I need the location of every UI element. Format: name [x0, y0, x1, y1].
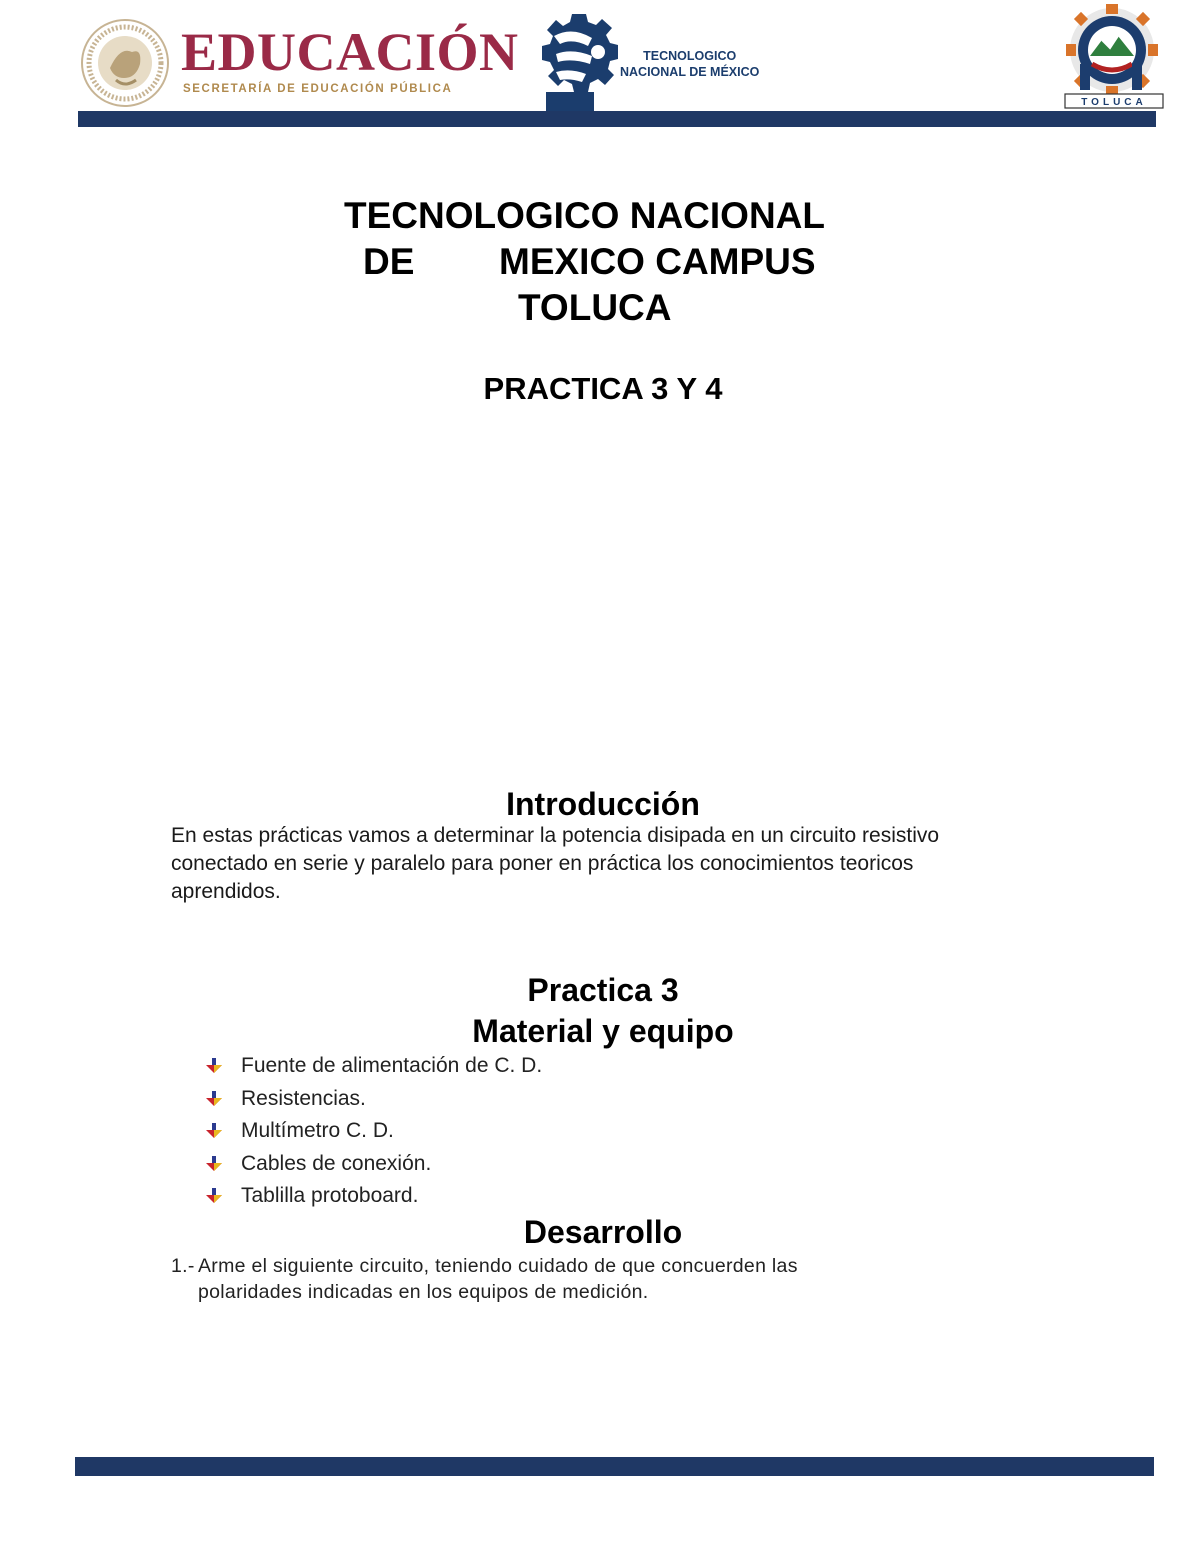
- material-label: Resistencias.: [241, 1086, 366, 1110]
- toluca-campus-logo-icon: [1062, 4, 1166, 110]
- arrow-bullet-icon: [205, 1188, 223, 1204]
- tecnm-gear-logo-icon: [542, 12, 618, 112]
- desarrollo-heading: Desarrollo: [523, 1214, 683, 1250]
- practice-title: PRACTICA 3 Y 4: [483, 371, 723, 406]
- material-label: Cables de conexión.: [241, 1151, 432, 1175]
- list-item: [205, 1115, 542, 1148]
- step-1: [171, 1253, 898, 1305]
- materials-list: [205, 1050, 542, 1213]
- title-line3: TOLUCA: [518, 287, 672, 328]
- list-item: [205, 1050, 542, 1083]
- header-divider: [78, 111, 1156, 127]
- material-label: Fuente de alimentación de C. D.: [241, 1054, 543, 1077]
- arrow-bullet-icon: [205, 1123, 223, 1139]
- tecnm-line1: TECNOLOGICO: [643, 49, 737, 63]
- toluca-logo-text: TOLUCA: [1081, 97, 1147, 108]
- arrow-bullet-icon: [205, 1156, 223, 1172]
- arrow-bullet-icon: [205, 1091, 223, 1107]
- footer-divider: [75, 1457, 1154, 1476]
- intro-heading: Introducción: [506, 786, 700, 822]
- mexican-coat-of-arms-icon: [80, 18, 170, 108]
- tecnm-line2: NACIONAL DE MÉXICO: [620, 65, 760, 79]
- education-subtitle: SECRETARÍA DE EDUCACIÓN PÚBLICA: [183, 83, 453, 95]
- title-line2-right: MEXICO CAMPUS: [499, 241, 816, 282]
- title-line1: TECNOLOGICO NACIONAL: [344, 195, 825, 236]
- education-title: EDUCACIÓN: [181, 22, 519, 82]
- list-item: [205, 1180, 542, 1213]
- step-text: Arme el siguiente circuito, teniendo cuidado de que concuerden las polaridades indicadas en los equipos de medición.: [198, 1255, 798, 1303]
- tecnm-logo-text: [620, 48, 759, 80]
- list-item: [205, 1083, 542, 1116]
- materials-heading: Material y equipo: [472, 1013, 734, 1049]
- arrow-bullet-icon: [205, 1058, 223, 1074]
- intro-paragraph: En estas prácticas vamos a determinar la potencia disipada en un circuito resistivo conectado en serie y paralelo para poner en práctica los conocimientos teoricos aprendidos.: [171, 824, 940, 903]
- material-label: Tablilla protoboard.: [241, 1184, 419, 1207]
- title-line2-left: DE: [363, 241, 415, 282]
- material-label: Multímetro C. D.: [241, 1119, 394, 1142]
- list-item: [205, 1148, 542, 1181]
- step-number: 1.-: [171, 1255, 195, 1277]
- practica3-heading: Practica 3: [527, 972, 679, 1008]
